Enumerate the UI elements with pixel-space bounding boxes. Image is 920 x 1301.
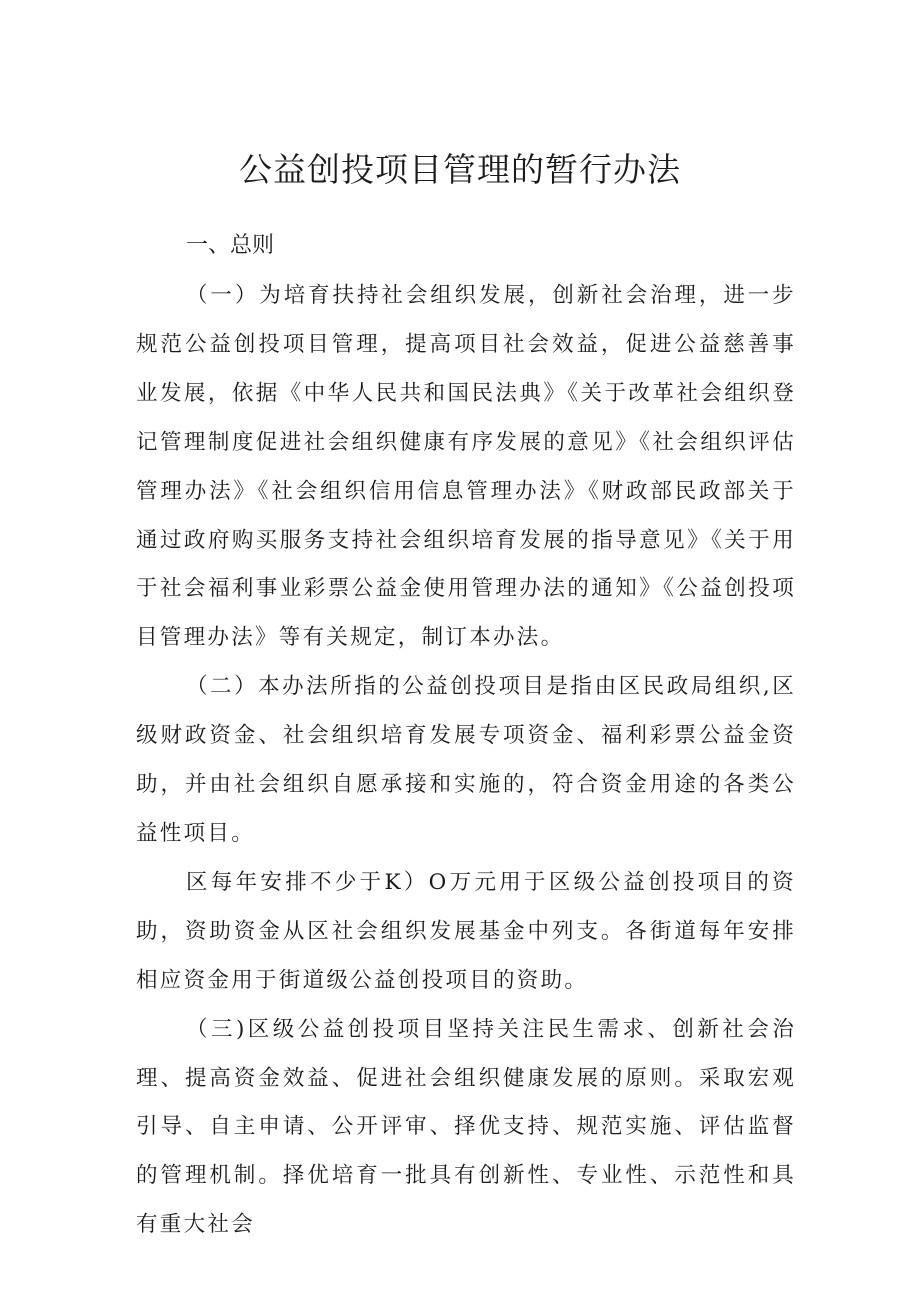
paragraph-1: （一）为培育扶持社会组织发展，创新社会治理，进一步规范公益创投项目管理，提高项目社会效益，促进公益慈善事业发展，依据《中华人民共和国民法典》《关于改革社会组织登记管理制度促进社会组织健康有序发展的意见》《社会组织评估管理办法》《社会组织信用信息管理办法》《财政部民政部关于通过政府购买服务支持社会组织培育发展的指导意见》《关于用于社会福利事业彩票公益金使用管理办法的通知》《公益创投项目管理办法》等有关规定，制订本办法。 <box>136 283 796 651</box>
paragraph-3: 区每年安排不少于K）O万元用于区级公益创投项目的资助，资助资金从区社会组织发展基金中列支。各街道每年安排相应资金用于街道级公益创投项目的资助。 <box>136 869 796 993</box>
document-body <box>136 272 796 1250</box>
document-title: 公益创投项目管理的暂行办法 <box>239 150 681 189</box>
section-heading: 一、总则 <box>186 233 275 258</box>
paragraph-4: （三)区级公益创投项目坚持关注民生需求、创新社会治理、提高资金效益、促进社会组织健康发展的原则。采取宏观引导、自主申请、公开评审、择优支持、规范实施、评估监督的管理机制。择优培育一批具有创新性、专业性、示范性和具有重大社会 <box>136 1016 796 1238</box>
paragraph-2: （二）本办法所指的公益创投项目是指由区民政局组织,区级财政资金、社会组织培育发展专项资金、福利彩票公益金资助，并由社会组织自愿承接和实施的，符合资金用途的各类公益性项目。 <box>136 674 796 846</box>
